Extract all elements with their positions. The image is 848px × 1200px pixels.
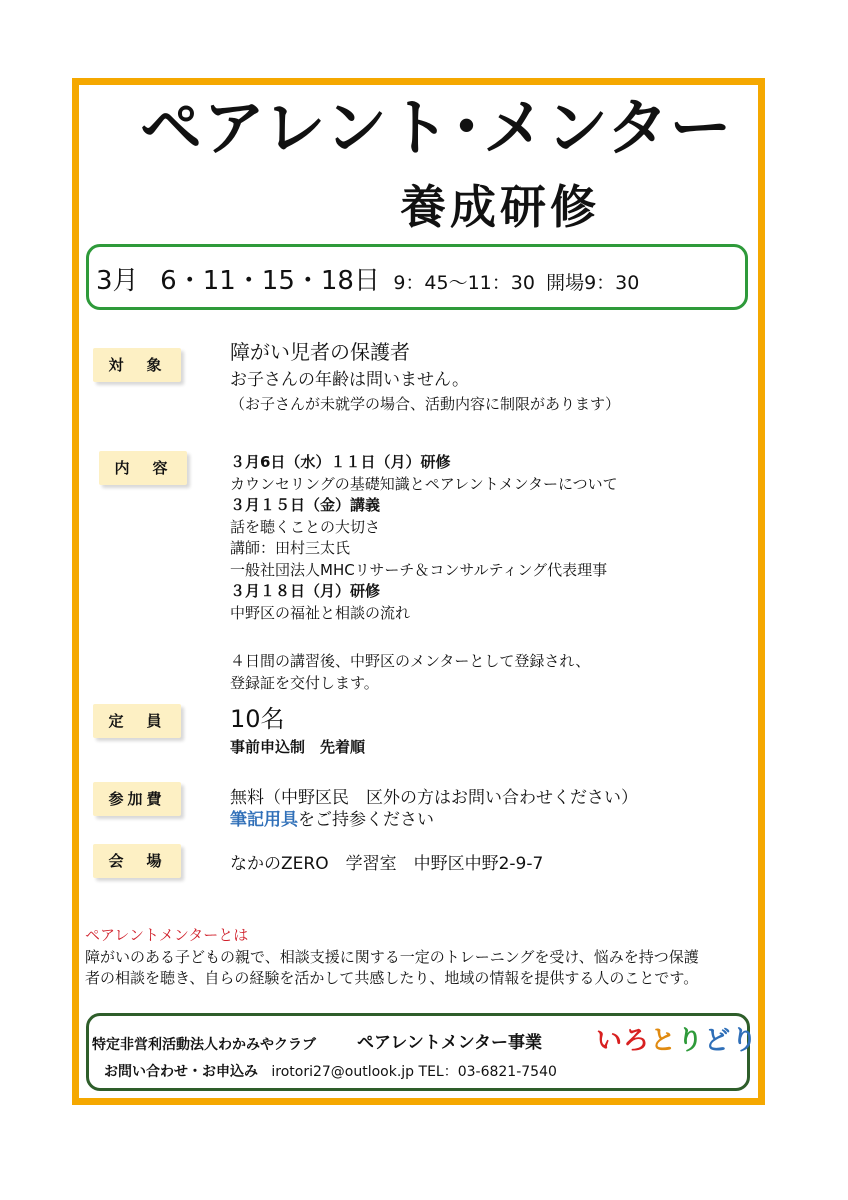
venue-value: なかのZERO 学習室 中野区中野2-9-7 <box>230 854 544 874</box>
content-line: ３月１５日（金）講義 <box>230 496 381 514</box>
footer-project: ペアレントメンター事業 <box>357 1033 543 1053</box>
target-line2: お子さんの年齢は問いません。 <box>230 370 470 390</box>
schedule-open: 開場9：30 <box>546 272 640 294</box>
target-line3: （お子さんが未就学の場合、活動内容に制限があります） <box>230 395 621 413</box>
logo-char: り <box>677 1026 705 1056</box>
logo-char: と <box>650 1026 678 1056</box>
logo-char: ろ <box>623 1026 651 1056</box>
irotoridori-logo <box>596 1020 758 1057</box>
logo-char: ど <box>704 1026 732 1056</box>
footer-tel: TEL：03-6821-7540 <box>418 1064 557 1080</box>
content-line: 話を聴くことの大切さ <box>230 518 381 536</box>
logo-char: り <box>731 1026 759 1056</box>
target-label: 対 象 <box>93 348 181 382</box>
content-line: 中野区の福祉と相談の流れ <box>230 604 411 622</box>
footer-contact-line <box>104 1062 557 1084</box>
content-line: ３月6日（水）１１日（月）研修 <box>230 453 451 471</box>
fee-label: 参加費 <box>93 782 181 816</box>
capacity-value: 10名 <box>230 705 285 733</box>
fee-bring-highlight: 筆記用具 <box>230 810 298 830</box>
poster-subtitle: 養成研修 <box>400 180 600 234</box>
schedule-time: 9：45～11：30 <box>393 272 535 294</box>
content-line: ３月１８日（月）研修 <box>230 582 381 600</box>
fee-bring-rest: をご持参ください <box>298 810 434 830</box>
venue-label: 会 場 <box>93 844 181 878</box>
content-line: 講師：田村三太氏 <box>230 539 351 557</box>
fee-line2 <box>230 809 434 831</box>
fee-line1: 無料（中野区民 区外の方はお問い合わせください） <box>230 788 638 808</box>
schedule-month: 3月 <box>96 266 139 296</box>
content-line: カウンセリングの基礎知識とペアレントメンターについて <box>230 475 618 493</box>
target-line1: 障がい児者の保護者 <box>230 340 410 364</box>
about-heading: ペアレントメンターとは <box>85 926 249 944</box>
content-line: 登録証を交付します。 <box>230 674 379 692</box>
poster-title: ペアレント･メンター <box>140 91 733 164</box>
footer-email[interactable]: irotori27@outlook.jp <box>271 1064 415 1080</box>
content-line: 一般社団法人MHCリサーチ＆コンサルティング代表理事 <box>230 561 608 579</box>
capacity-label: 定 員 <box>93 704 181 738</box>
footer-org: 特定非営利活動法人わかみやクラブ <box>92 1037 316 1053</box>
capacity-note: 事前申込制 先着順 <box>230 738 366 756</box>
about-line1: 障がいのある子どもの親で、相談支援に関する一定のトレーニングを受け、悩みを持つ保護 <box>85 948 699 966</box>
schedule-days: 6・11・15・18日 <box>160 266 380 296</box>
content-label: 内 容 <box>99 451 187 485</box>
about-line2: 者の相談を聴き、自らの経験を活かして共感したり、地域の情報を提供する人のことです。 <box>85 969 699 987</box>
content-line: ４日間の講習後、中野区のメンターとして登録され、 <box>230 652 591 670</box>
logo-char: い <box>596 1026 624 1056</box>
footer-contact-label: お問い合わせ・お申込み <box>104 1064 258 1080</box>
schedule-line <box>96 264 639 301</box>
